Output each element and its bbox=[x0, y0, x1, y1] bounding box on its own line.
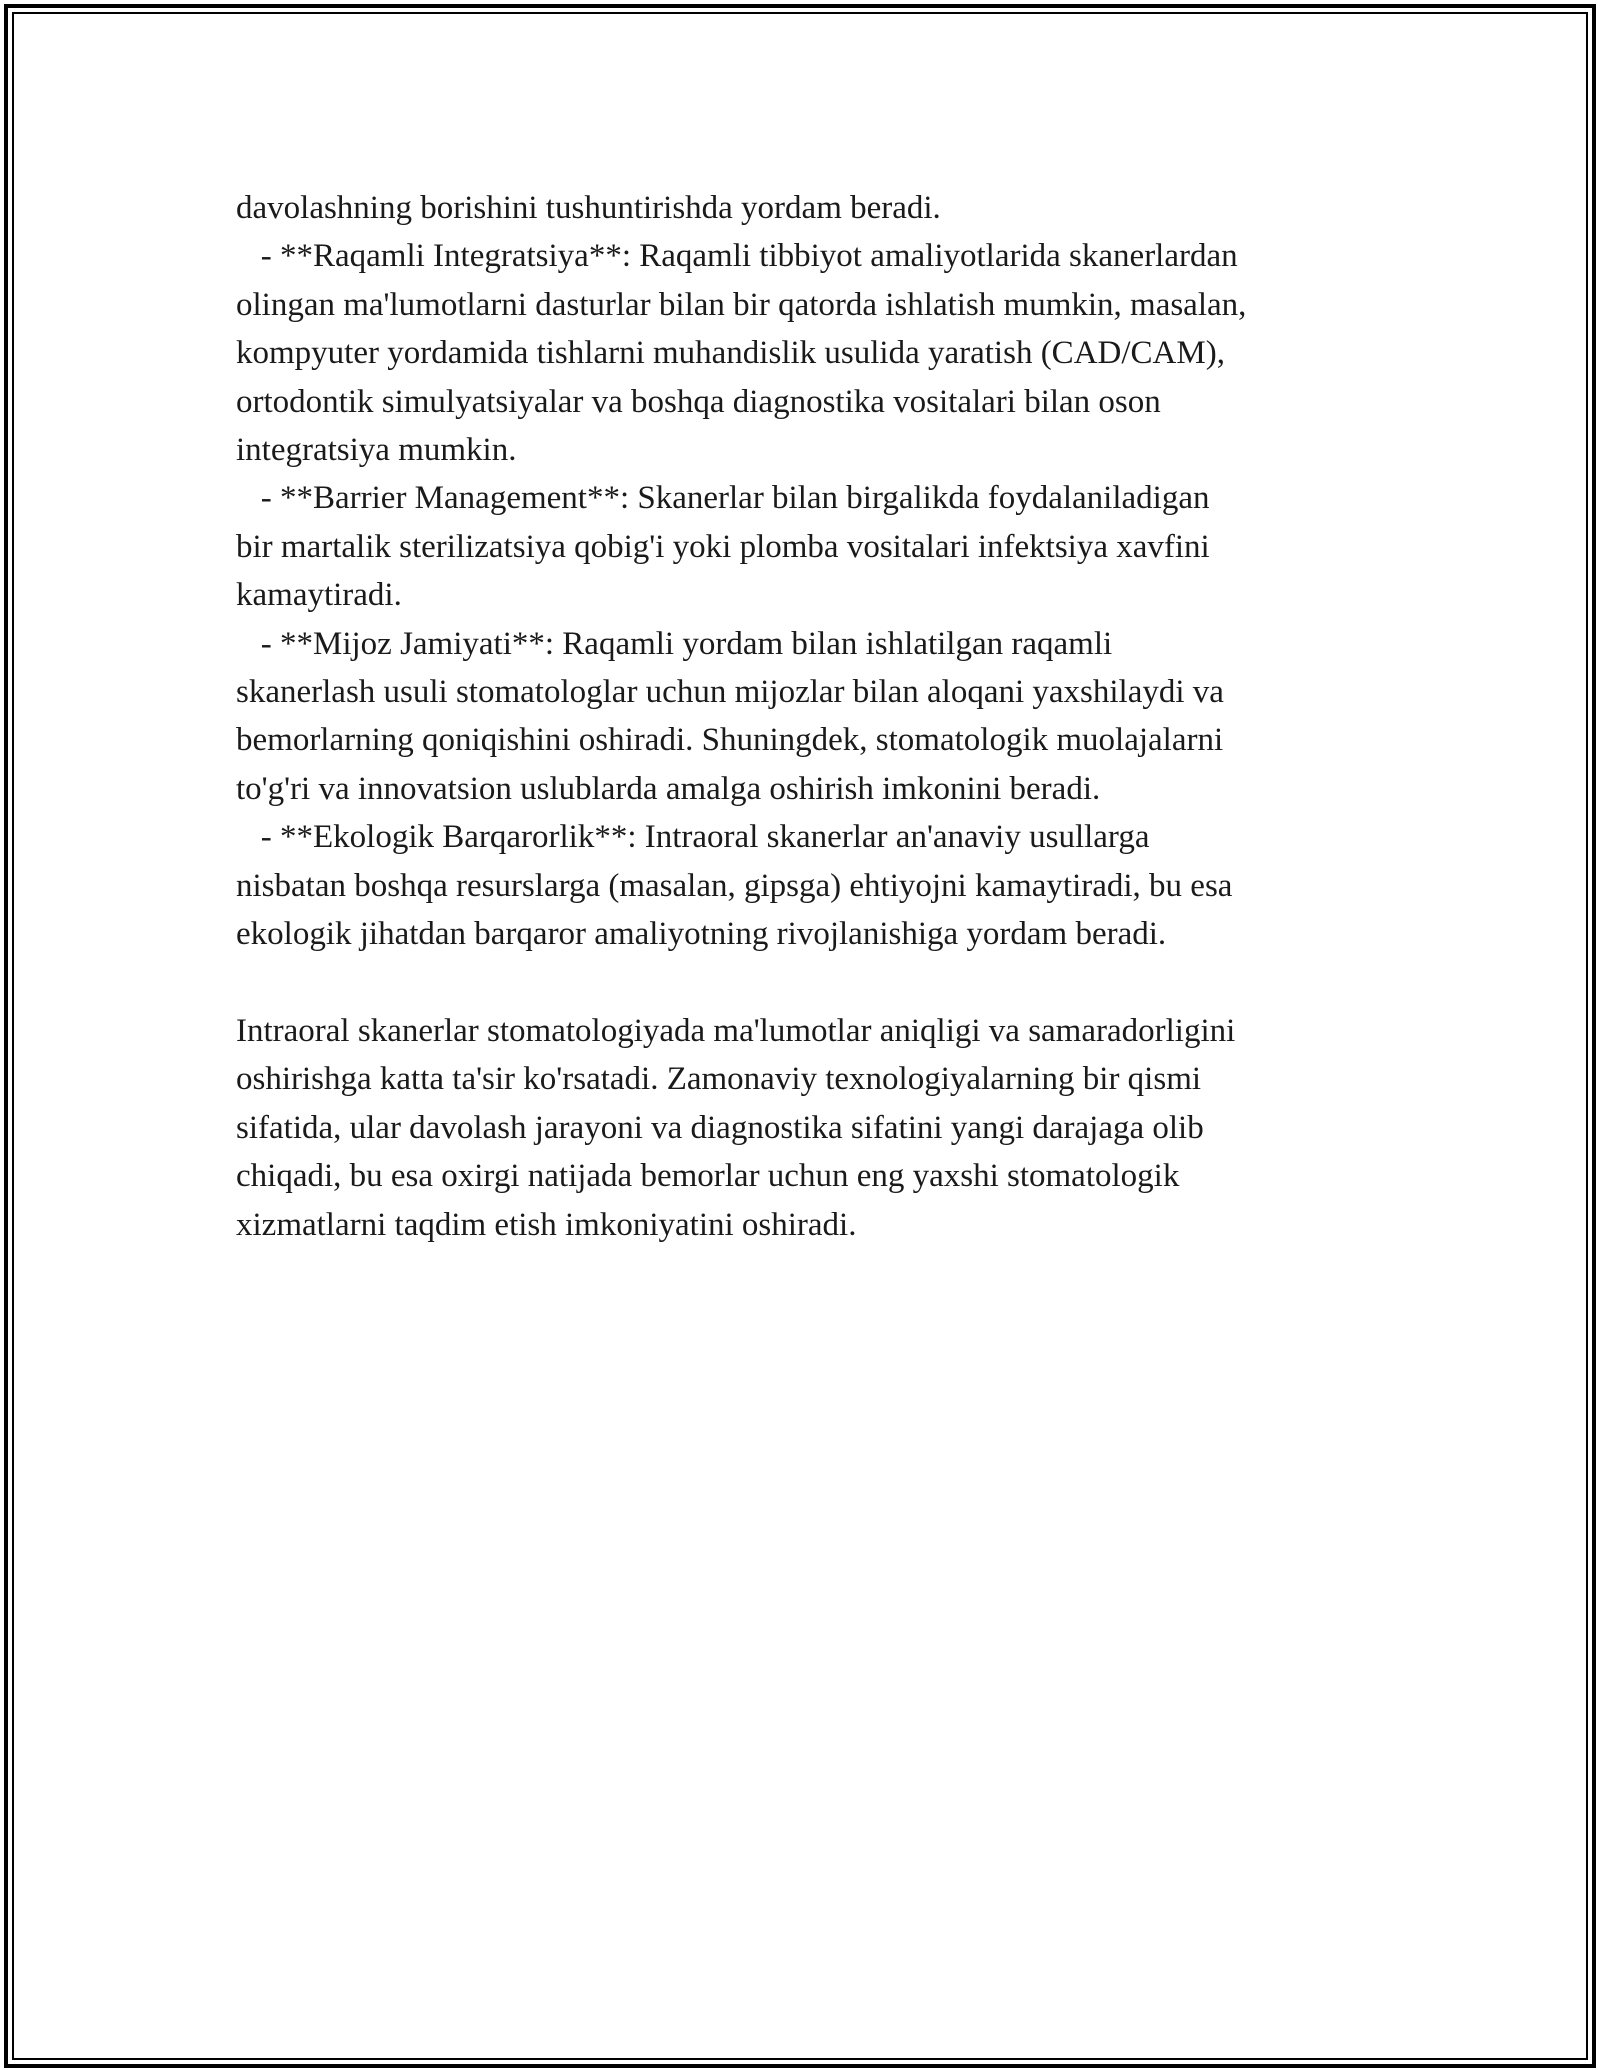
text-line: bir martalik sterilizatsiya qobig'i yoki plomba vositalari infektsiya xavfini bbox=[236, 528, 1210, 565]
text-line: davolashning borishini tushuntirishda yordam beradi. bbox=[236, 190, 941, 226]
text-line: oshirishga katta ta'sir ko'rsatadi. Zamonaviy texnologiyalarning bir qismi bbox=[236, 1061, 1202, 1098]
document-body bbox=[236, 184, 1376, 1249]
text-line: xizmatlarni taqdim etish imkoniyatini oshiradi. bbox=[236, 1206, 857, 1243]
text-line: kompyuter yordamida tishlarni muhandislik usulida yaratish (CAD/CAM), bbox=[236, 335, 1225, 372]
text-line: sifatida, ular davolash jarayoni va diagnostika sifatini yangi darajaga olib bbox=[236, 1109, 1204, 1146]
text-line: integratsiya mumkin. bbox=[236, 432, 517, 469]
text-line: - **Barrier Management**: Skanerlar bilan birgalikda foydalaniladigan bbox=[236, 480, 1210, 517]
text-line: - **Mijoz Jamiyati**: Raqamli yordam bilan ishlatilgan raqamli bbox=[236, 625, 1113, 662]
text-line: chiqadi, bu esa oxirgi natijada bemorlar uchun eng yaxshi stomatologik bbox=[236, 1158, 1180, 1195]
paragraph-gap bbox=[236, 959, 1376, 1007]
text-line: - **Ekologik Barqarorlik**: Intraoral skanerlar an'anaviy usullarga bbox=[236, 819, 1150, 856]
text-line: kamaytiradi. bbox=[236, 577, 402, 614]
text-line: nisbatan boshqa resurslarga (masalan, gipsga) ehtiyojni kamaytiradi, bu esa bbox=[236, 867, 1233, 904]
text-line: - **Raqamli Integratsiya**: Raqamli tibbiyot amaliyotlarida skanerlardan bbox=[236, 238, 1238, 275]
text-line: olingan ma'lumotlarni dasturlar bilan bir qatorda ishlatish mumkin, masalan, bbox=[236, 286, 1247, 323]
text-line: to'g'ri va innovatsion uslublarda amalga oshirish imkonini beradi. bbox=[236, 770, 1101, 807]
text-line: ortodontik simulyatsiyalar va boshqa diagnostika vositalari bilan oson bbox=[236, 383, 1161, 420]
text-line: ekologik jihatdan barqaror amaliyotning rivojlanishiga yordam beradi. bbox=[236, 916, 1167, 953]
text-line: skanerlash usuli stomatologlar uchun mijozlar bilan aloqani yaxshilaydi va bbox=[236, 674, 1224, 711]
text-line: bemorlarning qoniqishini oshiradi. Shuningdek, stomatologik muolajalarni bbox=[236, 722, 1224, 759]
text-line: Intraoral skanerlar stomatologiyada ma'lumotlar aniqligi va samaradorligini bbox=[236, 1012, 1236, 1049]
